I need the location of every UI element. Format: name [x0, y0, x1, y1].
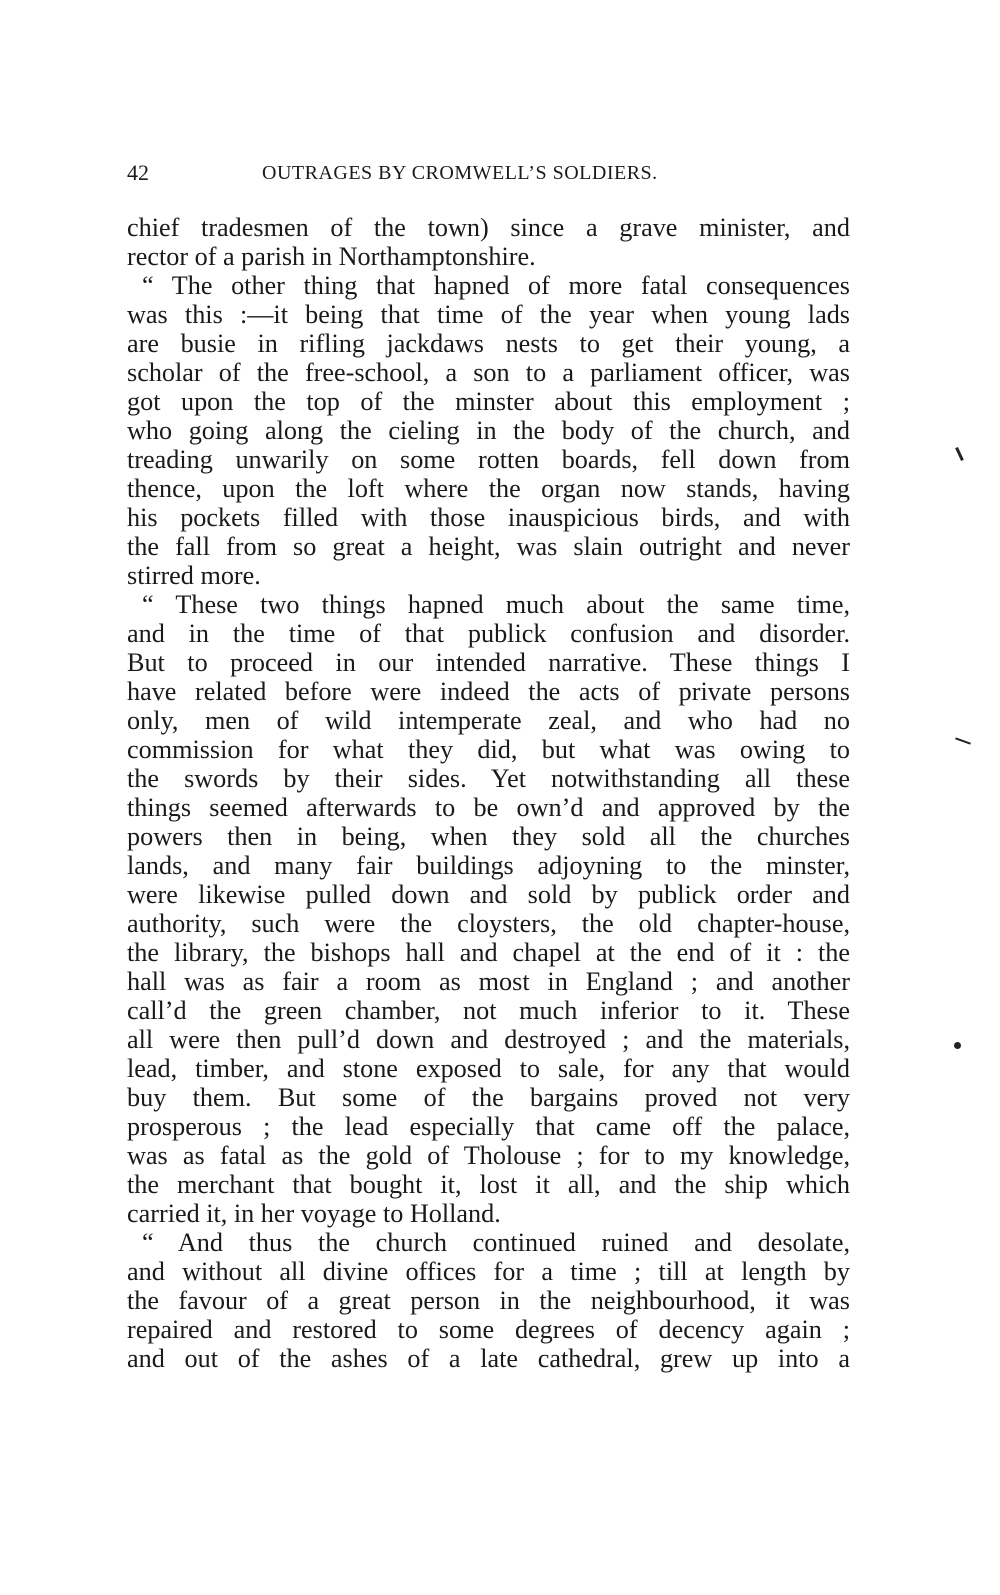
page-header: [127, 160, 847, 190]
text-line: the library, the bishops hall and chapel at the end of it : the: [127, 938, 850, 967]
text-line: carried it, in her voyage to Holland.: [127, 1199, 501, 1228]
text-line: rector of a parish in Northamptonshire.: [127, 242, 536, 271]
text-line: But to proceed in our intended narrative. These things I: [127, 648, 850, 677]
text-line: “ These two things hapned much about the same time,: [142, 590, 850, 619]
text-line: buy them. But some of the bargains proved not very: [127, 1083, 850, 1112]
text-line: “ And thus the church continued ruined and desolate,: [142, 1228, 850, 1257]
text-line: was this :—it being that time of the year when young lads: [127, 300, 850, 329]
text-line: chief tradesmen of the town) since a grave minister, and: [127, 213, 850, 242]
text-line: and without all divine offices for a time ; till at length by: [127, 1257, 850, 1286]
text-line: commission for what they did, but what was owing to: [127, 735, 850, 764]
text-line: thence, upon the loft where the organ now stands, having: [127, 474, 850, 503]
text-line: scholar of the free-school, a son to a parliament officer, was: [127, 358, 850, 387]
text-line: prosperous ; the lead especially that came off the palace,: [127, 1112, 850, 1141]
text-line: things seemed afterwards to be own’d and approved by the: [127, 793, 850, 822]
text-line: the swords by their sides. Yet notwithstanding all these: [127, 764, 850, 793]
text-line: got upon the top of the minster about this employment ;: [127, 387, 850, 416]
margin-mark: [954, 1042, 961, 1049]
text-line: treading unwarily on some rotten boards, fell down from: [127, 445, 850, 474]
text-line: stirred more.: [127, 561, 261, 590]
page-number: 42: [127, 160, 149, 185]
text-line: and out of the ashes of a late cathedral, grew up into a: [127, 1344, 850, 1373]
body-text: [127, 213, 850, 1373]
text-line: authority, such were the cloysters, the old chapter-house,: [127, 909, 850, 938]
text-line: only, men of wild intemperate zeal, and who had no: [127, 706, 850, 735]
text-line: his pockets filled with those inauspicious birds, and with: [127, 503, 850, 532]
text-line: were likewise pulled down and sold by publick order and: [127, 880, 850, 909]
text-line: the favour of a great person in the neighbourhood, it was: [127, 1286, 850, 1315]
margin-mark: [955, 447, 964, 461]
text-line: and in the time of that publick confusion and disorder.: [127, 619, 850, 648]
text-line: have related before were indeed the acts of private persons: [127, 677, 850, 706]
text-line: lands, and many fair buildings adjoyning to the minster,: [127, 851, 850, 880]
text-line: the fall from so great a height, was slain outright and never: [127, 532, 850, 561]
text-line: powers then in being, when they sold all the churches: [127, 822, 850, 851]
text-line: hall was as fair a room as most in England ; and another: [127, 967, 850, 996]
running-title: OUTRAGES BY CROMWELL’S SOLDIERS.: [262, 162, 658, 184]
text-line: call’d the green chamber, not much inferior to it. These: [127, 996, 850, 1025]
text-line: are busie in rifling jackdaws nests to get their young, a: [127, 329, 850, 358]
text-line: lead, timber, and stone exposed to sale, for any that would: [127, 1054, 850, 1083]
text-line: the merchant that bought it, lost it all, and the ship which: [127, 1170, 850, 1199]
text-line: all were then pull’d down and destroyed ; and the materials,: [127, 1025, 850, 1054]
text-line: who going along the cieling in the body of the church, and: [127, 416, 850, 445]
text-line: was as fatal as the gold of Tholouse ; for to my knowledge,: [127, 1141, 850, 1170]
text-line: repaired and restored to some degrees of decency again ;: [127, 1315, 850, 1344]
text-line: “ The other thing that hapned of more fatal consequences: [142, 271, 850, 300]
margin-mark: [955, 737, 971, 744]
